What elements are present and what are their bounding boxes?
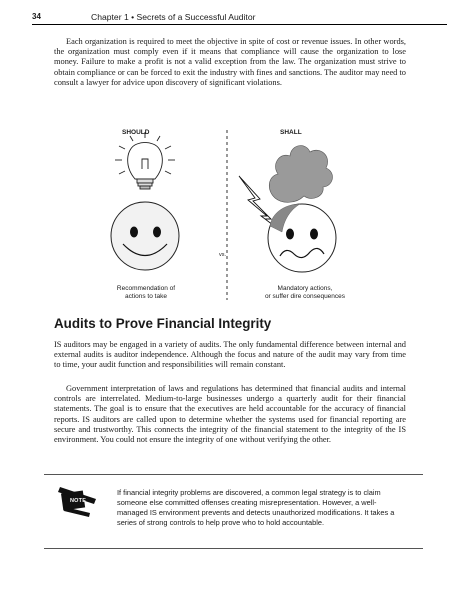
page-header (16, 12, 447, 26)
smoke-cloud-icon (269, 146, 332, 203)
note-label: NOTE (70, 498, 87, 504)
figure-caption-should (90, 285, 202, 301)
figure-illustration (90, 124, 380, 304)
note-text: If financial integrity problems are discovered, a common legal strategy is to claim someone else committed offenses creating misrepresentation. However, a well-managed IS environment prevents and detects unauthorized modifications. It takes a series of strong controls to help prove who to hold accountable. (117, 488, 395, 527)
caption-shall-line1: Mandatory actions, (277, 285, 333, 292)
lightbulb-icon (115, 132, 175, 189)
caption-should-line1: Recommendation of (116, 285, 176, 292)
note-box (58, 485, 98, 521)
integrity-paragraph-2: Government interpretation of laws and regulations has determined that financial audits and internal controls are interrelated. Medium-to-large businesses undergo a quarterly audit for their financial statements. The goal is to ensure that the executives are held accountable for the accuracy of financial reports. IS auditors are called upon to determine whether the systems used for financial reporting are secure and trustworthy. This connects the integrity of the financial statement to the integrity of the IS environment. You could not ensure the integrity of one without verifying the other. (54, 384, 406, 445)
page-number: 34 (32, 12, 41, 21)
note-top-rule (44, 474, 423, 475)
integrity-paragraph-1: IS auditors may be engaged in a variety of audits. The only fundamental difference between internal and external audits is auditor independence. Although the focus and nature of the audit may vary from time to time, your audit function and responsibilities will remain constant. (54, 340, 406, 370)
figure-caption-shall (240, 285, 370, 301)
section-heading: Audits to Prove Financial Integrity (54, 316, 272, 331)
should-vs-shall-figure (90, 124, 380, 304)
caption-should-line2: actions to take (125, 293, 167, 300)
running-head: Chapter 1 • Secrets of a Successful Auditor (91, 12, 256, 22)
header-rule (32, 24, 447, 25)
caption-shall-line2: or suffer dire consequences (264, 293, 346, 300)
note-bottom-rule (44, 548, 423, 549)
happy-face-icon (111, 202, 179, 270)
worried-face-icon (268, 204, 336, 272)
figure-heading-shall: SHALL (280, 129, 302, 136)
figure-vs-label: vs. (219, 252, 227, 258)
figure-heading-should: SHOULD (122, 129, 150, 136)
intro-paragraph: Each organization is required to meet the objective in spite of cost or revenue issues. In other words, the organization must comply even if it means that compliance will cause the organization to lose money. Failure to make a profit is not a valid exception from the law. The organization must strive to obtain compliance or can be forced to exit the industry with fines and sanctions. The auditor may need to consult a lawyer for advice upon discovery of significant violations. (54, 37, 406, 87)
